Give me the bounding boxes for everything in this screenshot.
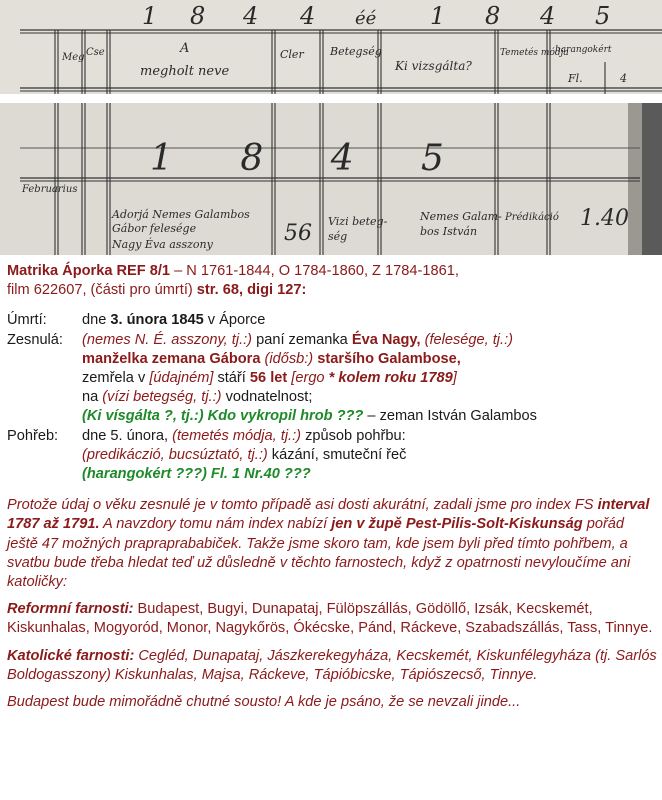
- scan-year-row: 1 8 4 5: [150, 138, 472, 179]
- scan-col-header: megholt neve: [140, 64, 230, 79]
- scan-col-header: Betegség: [330, 45, 382, 58]
- umrti-row: [7, 311, 657, 330]
- pohreb-row: [7, 427, 657, 446]
- zesnula-age: 56 let: [249, 370, 288, 387]
- zesnula-line: [7, 407, 657, 426]
- zesnula-line: [7, 350, 657, 369]
- title-bold: Matrika Áporka REF 8/1: [7, 263, 171, 279]
- zesnula-name: Éva Nagy,: [351, 331, 421, 348]
- scan-entry-text: Gábor felesége: [112, 222, 197, 235]
- register-scan-svg: [0, 0, 662, 255]
- zesnula-husband: staršího Galambose,: [317, 350, 461, 367]
- catholic-list: Cegléd, Dunapataj, Jászkerekegyháza, Kecskemét, Kiskunfélegyháza (tj. Sarlós Boldogasszony) Kiskunhalas, Majsa, Ráckeve, Tápióbicske, Tápiószecső, Tinnye.: [7, 647, 657, 683]
- pohreb-note: (temetés módja, tj.:): [172, 427, 302, 444]
- umrti-text: dne: [82, 312, 111, 329]
- scan-entry-text: Nemes Galam-: [420, 210, 502, 223]
- zesnula-text: na: [82, 389, 103, 406]
- scan-col-header: Cse: [86, 47, 105, 58]
- document-body: [7, 262, 657, 712]
- pohreb-text: dne 5. února,: [82, 427, 173, 444]
- scan-entry-text: Adorjá Nemes Galambos: [112, 208, 250, 221]
- umrti-text: v Áporce: [203, 312, 266, 329]
- register-scan-image: [0, 0, 662, 255]
- pohreb-label: Pohřeb:: [7, 427, 59, 444]
- catholic-label: Katolické farnosti:: [7, 647, 135, 664]
- zesnula-note: (idősb:): [260, 350, 318, 367]
- zesnula-text: zemřela v: [82, 370, 150, 387]
- scan-entry-text: ség: [328, 230, 348, 243]
- scan-year-digit: 8: [485, 2, 501, 30]
- zesnula-line: [7, 388, 657, 407]
- zesnula-note: ]: [452, 370, 457, 387]
- scan-col-header: 4: [620, 72, 627, 85]
- scan-col-header: Meg: [62, 52, 85, 63]
- scan-col-header: Ki vizsgálta?: [395, 59, 472, 73]
- para-text: pořád ještě 47 možných prapraprababiček. Takže jsme skoro tam, kde jsem byli před tímto pohřbem, a svatbu bude třeba hledat teď už důsledně v těchto farnostech, když z opatrnosti nevyloučíme ani katoličky:: [7, 516, 631, 591]
- catholic-parishes: [7, 647, 657, 685]
- pohreb-text: způsob pohřbu:: [301, 427, 406, 444]
- scan-entry-text: Nagy Éva asszony: [112, 238, 213, 251]
- scan-year-digit: 1: [430, 2, 446, 30]
- scan-col-header: harangokért: [555, 45, 612, 55]
- pohreb-note: (predikáczió, bucsúztató, tj.:): [82, 446, 268, 463]
- zesnula-birth: * kolem roku 1789: [328, 370, 453, 387]
- scan-year-digit: 4: [300, 2, 316, 30]
- scan-year-digit: 8: [190, 2, 206, 30]
- pohreb-line: [7, 446, 657, 465]
- scan-entry-text: 1.40: [580, 206, 629, 231]
- para-interval: interval 1787 až 1791.: [7, 497, 650, 533]
- para-text: Protože údaj o věku zesnulé je v tomto případě asi dosti akurátní, zadali jsme pro index FS: [7, 497, 598, 514]
- scan-col-header: A: [180, 41, 190, 56]
- para-county: jen v župě Pest-Pilis-Solt-Kiskunság: [331, 516, 583, 533]
- pohreb-line: [7, 465, 657, 484]
- pohreb-text: kázání, smuteční řeč: [267, 446, 407, 463]
- zesnula-text: vodnatelnost;: [221, 389, 313, 406]
- reformed-parishes: [7, 600, 657, 638]
- scan-col-header: Temetés módja: [500, 48, 569, 58]
- zesnula-note: (vízi betegség, tj.:): [102, 389, 222, 406]
- scan-year-digit: 1: [142, 2, 158, 30]
- scan-entry-text: Prédikáció: [505, 212, 559, 223]
- zesnula-note: (felesége, tj.:): [420, 331, 513, 348]
- umrti-date: 3. února 1845: [110, 312, 204, 329]
- pohreb-question: (harangokért ???) Fl. 1 Nr.40 ???: [82, 466, 311, 483]
- analysis-paragraph: [7, 496, 657, 592]
- reformed-list: Budapest, Bugyi, Dunapataj, Fülöpszállás, Gödöllő, Izsák, Kecskemét, Kiskunhalas, Mogyoród, Monor, Nagykőrös, Ókécske, Pánd, Ráckeve, Szabadszállás, Tass, Tinnye.: [7, 601, 653, 637]
- zesnula-text: – zeman István Galambos: [363, 408, 537, 425]
- closing-line: Budapest bude mimořádně chutné sousto! A kde je psáno, že se nevzali jinde...: [7, 694, 521, 711]
- scan-entry-text: Vizi beteg-: [328, 215, 388, 228]
- scan-year-digit: 4: [540, 2, 556, 30]
- zesnula-line: [7, 369, 657, 388]
- para-text: A navzdory tomu nám index nabízí: [99, 516, 332, 533]
- zesnula-husband: manželka zemana Gábora: [82, 350, 261, 367]
- scan-entry-age: 56: [284, 221, 312, 246]
- umrti-label: Úmrtí:: [7, 312, 47, 329]
- zesnula-note: [údajném]: [149, 370, 214, 387]
- doc-title: [7, 262, 657, 300]
- zesnula-label: Zesnulá:: [7, 331, 63, 348]
- zesnula-question: (Ki vísgálta ?, tj.:) Kdo vykropil hrob ???: [82, 408, 364, 425]
- reformed-label: Reformní farnosti:: [7, 601, 134, 618]
- scan-margin-text: Februarius: [22, 184, 78, 195]
- title-page: str. 68, digi 127:: [196, 282, 307, 299]
- scan-year-digit: 5: [595, 2, 611, 30]
- zesnula-text: paní zemanka: [252, 331, 352, 348]
- scan-entry-text: bos István: [420, 225, 478, 238]
- scan-col-header: Fl.: [568, 72, 583, 85]
- scan-year-digit: 4: [243, 2, 259, 30]
- title-rest: – N 1761-1844, O 1784-1860, Z 1784-1861,: [170, 263, 459, 279]
- zesnula-row: [7, 331, 657, 350]
- zesnula-text: stáří: [213, 370, 250, 387]
- zesnula-note: [ergo: [287, 370, 329, 387]
- scan-col-header: Cler: [280, 48, 304, 61]
- title-rest: film 622607, (části pro úmrtí): [7, 282, 197, 299]
- zesnula-note: (nemes N. É. asszony, tj.:): [82, 331, 253, 348]
- scan-year-word: éé: [355, 8, 377, 29]
